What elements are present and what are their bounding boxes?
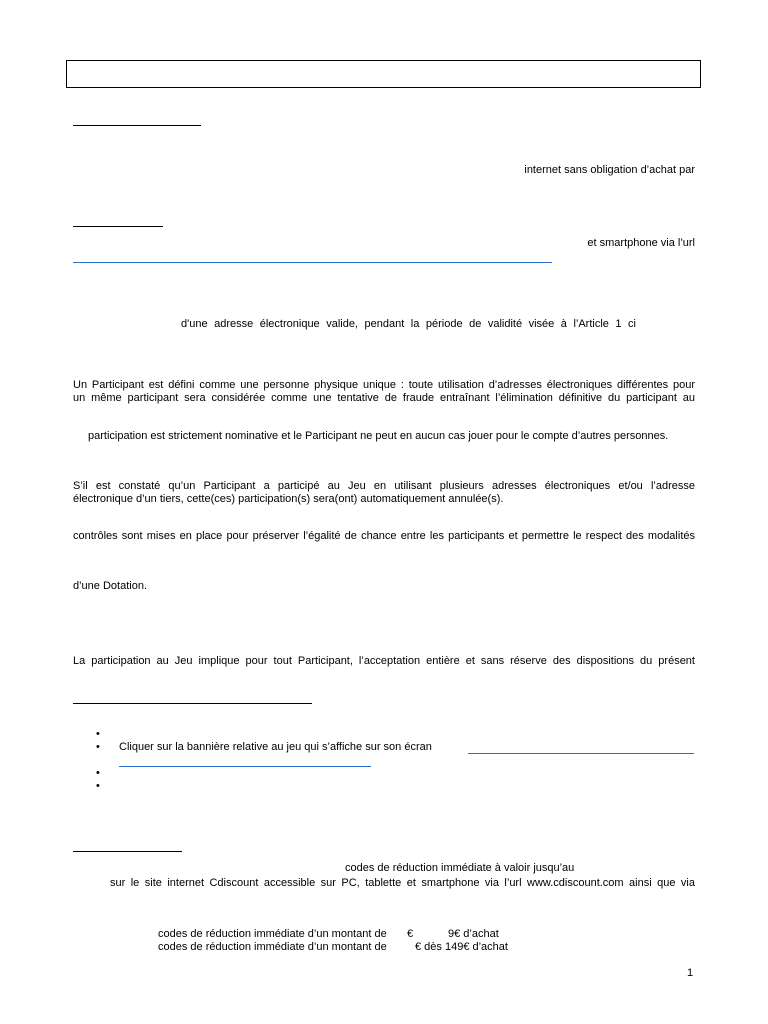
section-heading-rule (73, 851, 182, 852)
url-link-underline[interactable] (119, 766, 371, 767)
bullet-item-text: Cliquer sur la bannière relative au jeu qui s’affiche sur son écran (119, 741, 432, 753)
text-fragment: codes de réduction immédiate à valoir jusqu’au (345, 862, 575, 874)
bullet-marker: • (96, 741, 100, 753)
dotation-line: codes de réduction immédiate d’un montant de (158, 928, 387, 940)
text-fragment: participation est strictement nominative et le Participant ne peut en aucun cas jouer pour le compte d’autres personnes. (88, 430, 669, 442)
paragraph-line: La participation au Jeu implique pour tout Participant, l’acceptation entière et sans réserve des dispositions du présent (73, 655, 695, 667)
section-heading-rule (73, 125, 201, 126)
text-fragment: d'une adresse électronique valide, pendant la période de validité visée à l’Article 1 ci (181, 318, 636, 330)
section-heading-rule (73, 226, 163, 227)
dotation-euro: € (407, 928, 414, 940)
dotation-line: codes de réduction immédiate d’un montant de (158, 941, 387, 953)
dotation-tail: € dès 149€ d’achat (415, 941, 508, 953)
bullet-marker: • (96, 780, 100, 792)
paragraph-line: sur le site internet Cdiscount accessible sur PC, tablette et smartphone via l’url www.cdiscount.com ainsi que via (110, 877, 695, 889)
bullet-marker: • (96, 767, 100, 779)
paragraph-line: contrôles sont mises en place pour préserver l’égalité de chance entre les participants et permettre le respect des modalités (73, 530, 695, 542)
paragraph-line: Un Participant est défini comme une personne physique unique : toute utilisation d’adresses électroniques différentes pour (73, 379, 695, 391)
paragraph-line: un même participant sera considérée comme une tentative de fraude entraînant l’élimination définitive du participant au (73, 392, 695, 404)
paragraph-line: S’il est constaté qu’un Participant a participé au Jeu en utilisant plusieurs adresses électroniques et/ou l’adresse (73, 480, 695, 492)
bullet-marker: • (96, 728, 100, 740)
text-fragment: d’une Dotation. (73, 580, 147, 592)
paragraph-line: électronique d’un tiers, cette(ces) participation(s) sera(ont) automatiquement annulée(s). (73, 493, 504, 505)
page-number: 1 (687, 967, 694, 979)
url-link-underline[interactable] (468, 753, 694, 754)
url-link-underline[interactable] (73, 262, 552, 263)
section-heading-rule (73, 703, 312, 704)
title-box (66, 60, 701, 88)
dotation-tail: 9€ d’achat (448, 928, 499, 940)
text-fragment: et smartphone via l’url (587, 237, 695, 249)
text-fragment: internet sans obligation d’achat par (524, 164, 695, 176)
